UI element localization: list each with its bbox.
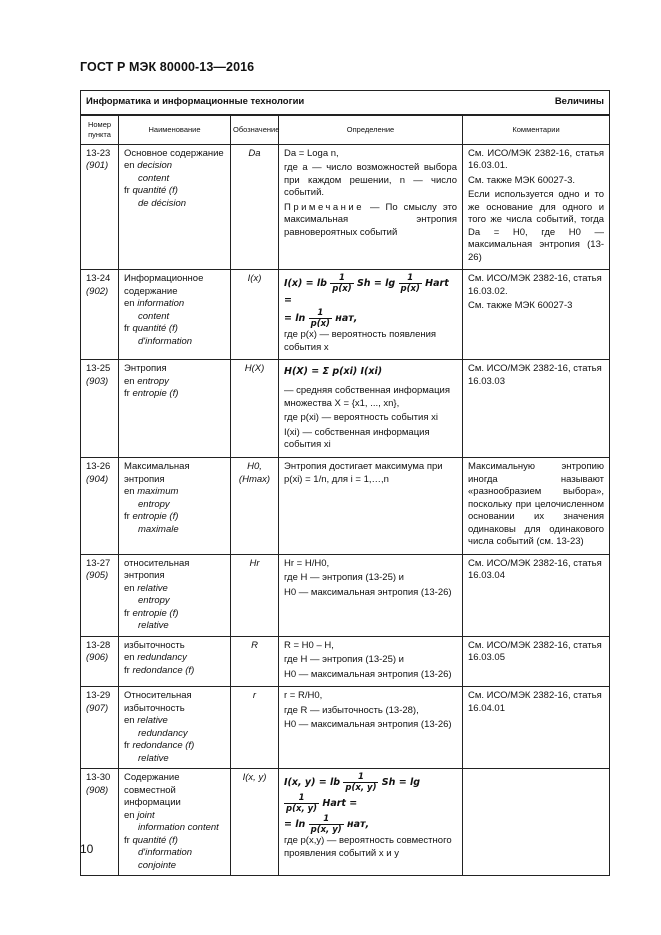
- table-row: [81, 636, 610, 687]
- row-number: 13-25 (903): [81, 360, 119, 458]
- formula-information-content-nat: = ln $\frac{1}{p(x)}$ нат,: [284, 308, 358, 329]
- row-comments: См. ИСО/МЭК 2382-16, статья 16.03.05: [463, 636, 610, 687]
- formula-joint-information: I(x, y) = lb $\frac{1}{p(x, y)}$ Sh = lg $\frac{1}{p(x, y)}$ Hart =: [284, 772, 421, 814]
- header-number: Номер пункта: [81, 115, 119, 145]
- table-row: [81, 687, 610, 769]
- header-name: Наименование: [119, 115, 231, 145]
- header-definition: Определение: [279, 115, 463, 145]
- header-symbol: Обозначение: [231, 115, 279, 145]
- row-symbol: r: [231, 687, 279, 769]
- row-symbol: H0, (Hmax): [231, 458, 279, 555]
- row-number: 13-30 (908): [81, 769, 119, 876]
- row-name: Содержание совместной информации en joint information content fr quantité (f) d'information conjointe: [119, 769, 231, 876]
- row-name: Относительная избыточность en relative redundancy fr redondance (f) relative: [119, 687, 231, 769]
- table-row: [81, 458, 610, 555]
- row-definition: I(x, y) = lb $\frac{1}{p(x, y)}$ Sh = lg $\frac{1}{p(x, y)}$ Hart = = ln $\frac{1}{p(x, y)}$ нат, где p(x,y) — вероятность совместного проявления событий x и y: [279, 769, 463, 876]
- row-comments: [463, 769, 610, 876]
- table-banner: [81, 91, 610, 115]
- page-number: 10: [80, 842, 94, 856]
- table-row: [81, 360, 610, 458]
- row-symbol: H(X): [231, 360, 279, 458]
- row-comments: Максимальную энтропию иногда называют «разнообразием выбора», поскольку при целочисленном основании их значения одинаковы для одинакового числа событий (см. 13-23): [463, 458, 610, 555]
- row-symbol: I(x, y): [231, 769, 279, 876]
- formula-joint-information-nat: = ln $\frac{1}{p(x, y)}$ нат,: [284, 814, 370, 835]
- row-symbol: I(x): [231, 270, 279, 360]
- row-number: 13-28 (906): [81, 636, 119, 687]
- row-name: относительная энтропия en relative entropy fr entropie (f) relative: [119, 554, 231, 636]
- row-symbol: R: [231, 636, 279, 687]
- document-title: ГОСТ Р МЭК 80000-13—2016: [80, 60, 255, 74]
- row-comments: См. ИСО/МЭК 2382-16, статья 16.03.02. См. также МЭК 60027-3: [463, 270, 610, 360]
- row-definition: Энтропия достигает максимума при p(xi) = 1/n, для i = 1,…,n: [279, 458, 463, 555]
- quantities-table: [80, 90, 610, 876]
- row-name: Информационное содержание en information content fr quantité (f) d'information: [119, 270, 231, 360]
- row-name: Максимальная энтропия en maximum entropy fr entropie (f) maximale: [119, 458, 231, 555]
- row-number: 13-23 (901): [81, 144, 119, 270]
- row-number: 13-24 (902): [81, 270, 119, 360]
- row-number: 13-27 (905): [81, 554, 119, 636]
- header-comments: Комментарии: [463, 115, 610, 145]
- row-number: 13-26 (904): [81, 458, 119, 555]
- row-definition: Da = Loga n, где a — число возможностей выбора при каждом решении, n — число событий. Примечание — По смыслу это максимальная энтропия равновероятных событий: [279, 144, 463, 270]
- table-header-row: [81, 115, 610, 145]
- row-comments: См. ИСО/МЭК 2382-16, статья 16.03.04: [463, 554, 610, 636]
- row-definition: H(X) = Σ p(xi) I(xi) — средняя собственная информация множества X = {x1, ..., xn}, где p(xi) — вероятность события xi I(xi) — собственная информация события xi: [279, 360, 463, 458]
- row-definition: Hr = H/H0, где H — энтропия (13-25) и H0 — максимальная энтропия (13-26): [279, 554, 463, 636]
- row-definition: R = H0 – H, где H — энтропия (13-25) и H0 — максимальная энтропия (13-26): [279, 636, 463, 687]
- formula-information-content: I(x) = lb $\frac{1}{p(x)}$ Sh = lg $\frac{1}{p(x)}$ Hart =: [284, 273, 449, 306]
- row-symbol: Hr: [231, 554, 279, 636]
- row-definition: I(x) = lb $\frac{1}{p(x)}$ Sh = lg $\frac{1}{p(x)}$ Hart = = ln $\frac{1}{p(x)}$ нат, где p(x) — вероятность появления события x: [279, 270, 463, 360]
- table-row: [81, 270, 610, 360]
- row-definition: r = R/H0, где R — избыточность (13-28), H0 — максимальная энтропия (13-26): [279, 687, 463, 769]
- row-number: 13-29 (907): [81, 687, 119, 769]
- row-name: Основное содержание en decision content fr quantité (f) de décision: [119, 144, 231, 270]
- row-symbol: Da: [231, 144, 279, 270]
- banner-right: Величины: [554, 96, 605, 107]
- row-name: Энтропия en entropy fr entropie (f): [119, 360, 231, 458]
- formula-entropy: H(X) = Σ p(xi) I(xi): [284, 366, 383, 377]
- table-row: [81, 144, 610, 270]
- table-row: [81, 769, 610, 876]
- row-comments: См. ИСО/МЭК 2382-16, статья 16.03.01. См. также МЭК 60027-3. Если используется одно и то же основание для одного и того же числа событий, тогда Da = H0, где H0 — максимальная энтропия (13-26): [463, 144, 610, 270]
- table-row: [81, 554, 610, 636]
- row-comments: См. ИСО/МЭК 2382-16, статья 16.03.03: [463, 360, 610, 458]
- row-name: избыточность en redundancy fr redondance (f): [119, 636, 231, 687]
- row-comments: См. ИСО/МЭК 2382-16, статья 16.04.01: [463, 687, 610, 769]
- banner-left: Информатика и информационные технологии: [86, 96, 305, 107]
